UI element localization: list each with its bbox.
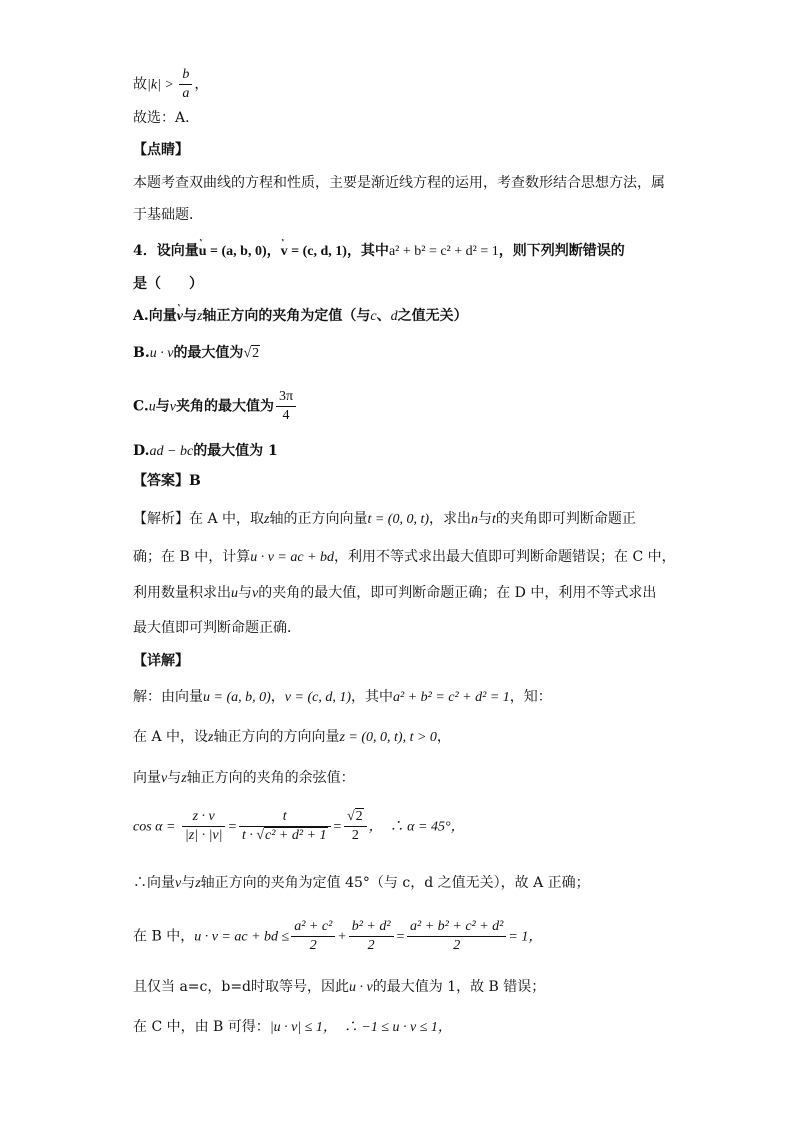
- text-line-5: 于基础题．: [133, 207, 203, 223]
- text: 在 B 中，: [133, 928, 195, 945]
- analysis-line-3: [133, 582, 656, 605]
- text: 轴的正方向向量: [269, 511, 368, 527]
- text: 与: [167, 770, 182, 786]
- numerator: b² + d²: [349, 918, 394, 937]
- denominator: 2: [453, 938, 461, 953]
- option-b: [133, 342, 260, 365]
- text: 夹角的最大值为: [176, 398, 274, 415]
- text: 与: [155, 398, 170, 415]
- numerator: t: [239, 808, 331, 827]
- math: z = (0, 0, t), t > 0: [339, 730, 437, 745]
- fraction: [407, 918, 506, 955]
- answer-line: [133, 470, 201, 492]
- math: z: [195, 876, 201, 891]
- text: ，其中: [346, 243, 389, 259]
- text-line-2: 故选：A．: [133, 110, 200, 126]
- math: u · v = ac + bd ≤: [194, 929, 290, 945]
- text: 4．设向量: [133, 243, 199, 259]
- text: ，则下列判断错误的: [498, 243, 625, 259]
- solution-line-6: [133, 976, 545, 999]
- text: 与: [478, 511, 493, 527]
- text: 轴正方向的夹角的余弦值：: [186, 770, 355, 786]
- text: 利用数量积求出: [133, 585, 231, 601]
- fraction: [291, 918, 335, 955]
- analysis-line-2: [133, 546, 676, 569]
- math-vector-v: ᵛ v = (c, d, 1): [281, 241, 347, 263]
- math: ， ∴ α = 45°，: [368, 819, 465, 835]
- answer: 【答案】B: [133, 473, 201, 489]
- section-heading-xiangjie: 【详解】: [133, 653, 189, 669]
- text-line-4: 本题考查双曲线的方程和性质，主要是渐近线方程的运用，考查数形结合思想方法，属: [133, 175, 665, 191]
- fraction: [276, 388, 296, 425]
- text: 故: [133, 76, 147, 93]
- text: ，知：: [509, 689, 552, 705]
- numerator: z · v: [182, 808, 226, 827]
- numerator: √2: [344, 808, 367, 827]
- text: C.: [133, 398, 149, 415]
- section-heading-dianjing: 【点睛】: [133, 142, 189, 158]
- math: =: [332, 819, 342, 835]
- math: a² + b² = c² + d² = 1: [392, 690, 510, 705]
- solution-line-4: [133, 872, 590, 895]
- text: ，: [270, 689, 285, 705]
- text: 的夹角即可判断命题正: [495, 511, 636, 527]
- numerator: a² + b² + c² + d²: [407, 918, 506, 937]
- cosine-formula: [133, 808, 465, 845]
- radicand: 2: [355, 809, 363, 824]
- math: |k| >: [147, 77, 178, 93]
- text: 的最大值为 1，故 B 错误；: [372, 979, 546, 995]
- text: B.: [133, 345, 150, 361]
- radicand: 2: [252, 346, 260, 361]
- denominator: |z| · |v|: [184, 828, 223, 843]
- math-equation: a² + b² = c² + d² = 1: [388, 244, 499, 259]
- sqrt-expression: √2: [243, 346, 260, 361]
- text: 【解析】在 A 中，取: [133, 511, 265, 527]
- math: v: [252, 586, 259, 601]
- text: 的夹角的最大值，即可判断命题正确；在 D 中，利用不等式求出: [258, 585, 657, 601]
- text: 确；在 B 中，计算: [133, 549, 251, 565]
- text: D.: [133, 443, 150, 459]
- denominator: 2: [351, 828, 359, 843]
- math: =: [227, 819, 237, 835]
- numerator: b: [179, 66, 192, 85]
- text: t ·: [241, 828, 257, 843]
- text: 与: [238, 585, 252, 601]
- math: u: [231, 586, 238, 601]
- math: cos α =: [133, 819, 176, 835]
- math: v: [161, 771, 168, 786]
- solution-line-2: [133, 726, 451, 749]
- text: 轴正方向的夹角为定值 45°（与 c，d 之值无关），故 A 正确；: [200, 875, 590, 891]
- text: 在 C 中，由 B 可得：: [133, 1019, 270, 1035]
- text: ，其中: [350, 689, 393, 705]
- fraction: [239, 808, 331, 845]
- math: ᵛ v: [177, 306, 183, 328]
- math: u · v = ac + bd: [250, 550, 335, 565]
- denominator: 2: [367, 938, 375, 953]
- text: 在 A 中，设: [133, 729, 209, 745]
- numerator: 3π: [276, 388, 296, 407]
- solution-line-3: [133, 767, 355, 790]
- fraction: [344, 808, 367, 845]
- math: z: [181, 771, 187, 786]
- math: z: [208, 730, 214, 745]
- math: t: [492, 512, 496, 527]
- text: ，利用不等式求出最大值即可判断命题错误；在 C 中，: [334, 549, 676, 565]
- math: = 1，: [508, 929, 543, 945]
- option-c: [133, 388, 298, 425]
- solution-line-1: [133, 686, 552, 709]
- math: z: [264, 512, 270, 527]
- text: 、: [376, 308, 391, 324]
- text: 与: [182, 308, 197, 324]
- question-4-line-1: [133, 240, 625, 263]
- analysis-line-1: [133, 508, 636, 531]
- text: 轴正方向的夹角为定值（与: [202, 308, 371, 324]
- text: ，: [436, 729, 451, 745]
- math: v = (c, d, 1): [284, 690, 351, 705]
- solution-line-7: [133, 1016, 452, 1039]
- fraction: [349, 918, 394, 955]
- text: 的最大值为: [173, 345, 244, 361]
- math: d: [390, 309, 398, 324]
- text: 向量: [133, 770, 161, 786]
- math: v: [169, 399, 176, 415]
- text: ，: [266, 243, 281, 259]
- denominator: a: [182, 86, 190, 101]
- text: 之值无关）: [397, 308, 468, 324]
- text: 解：由向量: [133, 689, 203, 705]
- math: n: [471, 512, 479, 527]
- text: 轴正方向的方向向量: [213, 729, 340, 745]
- denominator: 4: [282, 408, 290, 423]
- math: z: [196, 309, 203, 324]
- text-line-1: [133, 66, 208, 103]
- text: ，求出: [429, 511, 472, 527]
- denominator: t · √c² + d² + 1: [241, 828, 327, 843]
- text: 与: [181, 875, 196, 891]
- inequality-formula: [133, 918, 542, 955]
- fraction: [182, 808, 226, 845]
- math: u = (a, b, 0): [203, 690, 271, 705]
- radicand: c² + d² + 1: [265, 828, 327, 843]
- math: |u · v| ≤ 1， ∴ −1 ≤ u · v ≤ 1，: [269, 1020, 452, 1035]
- fraction: [179, 66, 192, 103]
- analysis-line-4: 最大值即可判断命题正确．: [133, 620, 301, 636]
- math: +: [337, 929, 347, 945]
- math: c: [370, 309, 377, 324]
- text: ，: [194, 76, 209, 93]
- numerator: a² + c²: [291, 918, 335, 937]
- text: A.向量: [133, 308, 177, 324]
- math: =: [395, 929, 406, 945]
- denominator: 2: [309, 938, 317, 953]
- math: u: [148, 399, 156, 415]
- option-d: [133, 440, 278, 463]
- math-vector-u: ᵛ u = (a, b, 0): [199, 241, 267, 263]
- question-4-line-2: 是（ ）: [133, 276, 203, 292]
- math: u · v: [349, 980, 373, 995]
- option-a: [133, 305, 468, 328]
- math: v: [175, 876, 182, 891]
- text: ∴向量: [133, 875, 175, 891]
- text: 的最大值为 1: [193, 443, 278, 459]
- math: t = (0, 0, t): [367, 512, 430, 527]
- math: u · v: [149, 346, 174, 361]
- text: 且仅当 a=c，b=d时取等号，因此: [133, 979, 350, 995]
- math: ad − bc: [149, 444, 194, 459]
